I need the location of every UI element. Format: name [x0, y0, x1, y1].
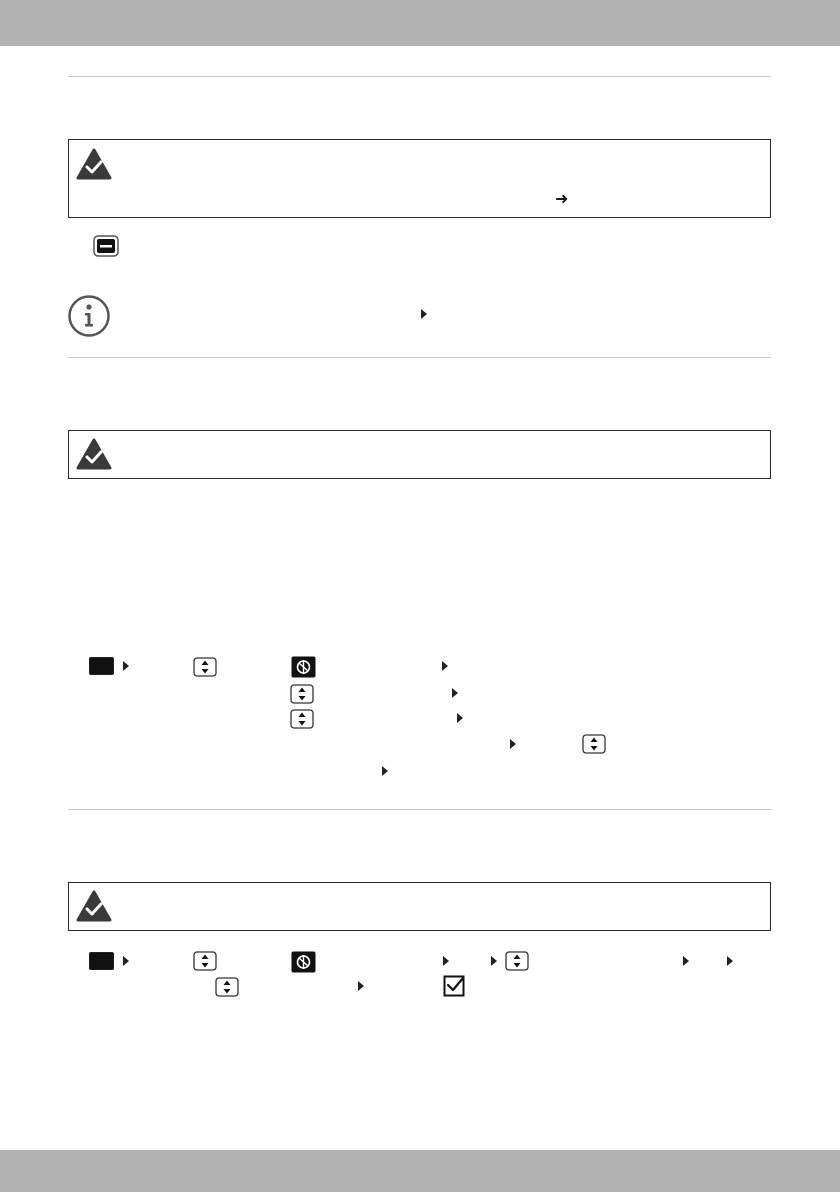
arrow-right-icon: ➜: [555, 191, 569, 208]
navigation-key-icon: [582, 734, 606, 754]
info-circle-icon: [67, 294, 111, 338]
prerequisite-box: [68, 882, 771, 931]
navigation-key-icon: [290, 709, 314, 729]
arrow-right-icon: [443, 956, 449, 966]
arrow-right-icon: [421, 309, 427, 319]
navigation-key-icon: [215, 977, 239, 997]
section-divider: [68, 809, 771, 810]
navigation-key-icon: [505, 951, 529, 971]
arrow-right-icon: [457, 713, 463, 723]
section-divider: [68, 357, 771, 358]
navigation-key-icon: [290, 684, 314, 704]
header-bar: [0, 0, 840, 46]
minus-key-icon: [93, 235, 119, 257]
arrow-right-icon: [382, 766, 388, 776]
settings-key-icon: [291, 951, 316, 973]
prerequisite-box: [68, 430, 771, 479]
arrow-right-icon: [491, 956, 497, 966]
arrow-right-icon: [123, 661, 129, 671]
navigation-key-icon: [193, 657, 217, 677]
check-triangle-icon: [76, 438, 112, 470]
check-triangle-icon: [76, 890, 112, 922]
arrow-right-icon: [123, 956, 129, 966]
navigation-key-icon: [193, 951, 217, 971]
arrow-right-icon: [442, 661, 448, 671]
arrow-right-icon: [510, 739, 516, 749]
settings-key-icon: [291, 656, 316, 678]
arrow-right-icon: [683, 956, 689, 966]
menu-key-icon: [89, 657, 114, 675]
arrow-right-icon: [452, 688, 458, 698]
checkbox-checked-icon: [443, 975, 465, 997]
arrow-right-icon: [358, 981, 364, 991]
menu-key-icon: [89, 952, 114, 970]
footer-bar: [0, 1150, 840, 1192]
arrow-right-icon: [727, 956, 733, 966]
check-triangle-icon: [76, 148, 112, 180]
section-divider: [68, 76, 771, 77]
prerequisite-box: [68, 139, 771, 218]
